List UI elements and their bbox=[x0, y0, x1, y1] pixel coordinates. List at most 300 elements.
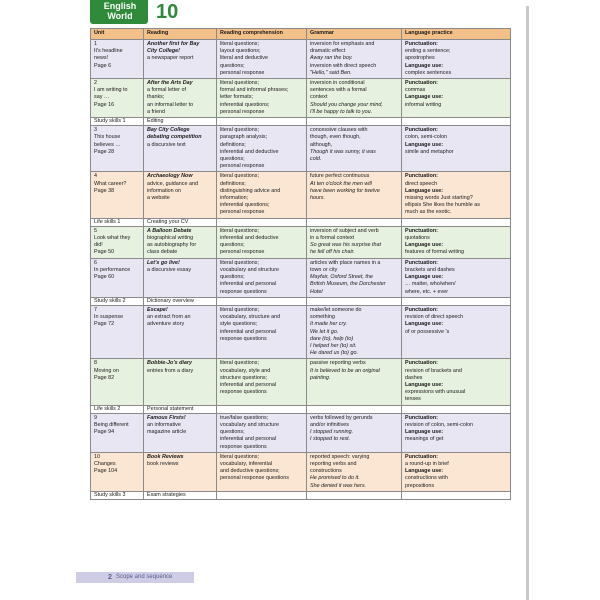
cell-line: a newspaper report bbox=[147, 55, 194, 62]
cell-line: Language use: bbox=[405, 381, 444, 388]
cell-line: verbs followed by gerunds bbox=[310, 414, 373, 421]
cell-language-practice bbox=[402, 359, 511, 405]
cell-reading bbox=[144, 218, 217, 226]
cell-line: literal questions; bbox=[220, 41, 259, 47]
cell-line: revision of brackets and bbox=[405, 367, 462, 374]
cell-line: Another first for Bay bbox=[147, 41, 200, 47]
cell-line: Language use: bbox=[405, 94, 444, 101]
cell-line: response questions bbox=[220, 443, 267, 450]
cell-line: Dictionary overview bbox=[147, 297, 194, 304]
cell-line: Famous Firsts! bbox=[147, 414, 186, 421]
cell-line: letter formats; bbox=[220, 94, 253, 101]
cell-reading-comprehension bbox=[217, 413, 307, 452]
cell-reading bbox=[144, 126, 217, 172]
cell-line: magazine article bbox=[147, 429, 187, 436]
cell-reading-comprehension bbox=[217, 118, 307, 126]
footer-page-number: 2 bbox=[108, 574, 112, 581]
table-row bbox=[91, 413, 511, 452]
column-header-unit: Unit bbox=[91, 29, 144, 40]
cell-language-practice bbox=[402, 172, 511, 218]
cell-line: and deductive questions; bbox=[220, 468, 280, 475]
cell-line: literal questions; bbox=[220, 80, 259, 87]
cell-line: inferential questions; bbox=[220, 202, 270, 209]
cell-line: formal and informal phrases; bbox=[220, 87, 289, 94]
cell-reading-comprehension bbox=[217, 258, 307, 297]
cell-line: I'll be happy to talk to you. bbox=[310, 108, 373, 115]
cell-line: Language use: bbox=[405, 141, 444, 148]
cell-line: inferential and personal bbox=[220, 436, 277, 443]
cell-line: vocabulary and structure bbox=[220, 421, 280, 428]
column-header-grammar: Grammar bbox=[307, 29, 402, 40]
cell-line: 9 bbox=[94, 414, 97, 421]
cell-line: where, etc. + ever bbox=[405, 288, 448, 295]
cell-line: questions; bbox=[220, 242, 245, 249]
cell-grammar bbox=[307, 172, 402, 218]
cell-reading bbox=[144, 452, 217, 491]
page bbox=[76, 0, 526, 600]
cell-line: believes … bbox=[94, 141, 121, 148]
cell-line: revision of colon, semi-colon bbox=[405, 421, 474, 428]
cell-line: cold. bbox=[310, 156, 322, 163]
cell-line: dramatic effect bbox=[310, 48, 346, 55]
cell-line: brackets and dashes bbox=[405, 266, 455, 273]
cell-line: Page 50 bbox=[94, 249, 115, 256]
cell-line: adventure story bbox=[147, 321, 185, 328]
cell-line: future perfect continuous bbox=[310, 173, 370, 180]
cell-line: It made her cry. bbox=[310, 321, 348, 328]
cell-line: definitions; bbox=[220, 141, 246, 148]
cell-reading-comprehension bbox=[217, 305, 307, 358]
cell-line: Punctuation: bbox=[405, 453, 438, 460]
cell-line: Creating your CV bbox=[147, 218, 189, 225]
cell-line: a website bbox=[147, 195, 170, 202]
column-header-reading-comprehension: Reading comprehension bbox=[217, 29, 307, 40]
cell-line: He dared us (to) go. bbox=[310, 350, 358, 357]
cell-line: Archaeology Now bbox=[147, 173, 193, 180]
cell-line: colon, semi-colon bbox=[405, 134, 447, 141]
cell-line: Page 60 bbox=[94, 274, 115, 281]
cell-line: meanings of get bbox=[405, 436, 444, 443]
cell-line: inferential and personal bbox=[220, 381, 277, 388]
cell-line: though, even though, bbox=[310, 134, 361, 141]
column-header-reading: Reading bbox=[144, 29, 217, 40]
cell-grammar bbox=[307, 405, 402, 413]
cell-grammar bbox=[307, 305, 402, 358]
cell-line: expressions with unusual bbox=[405, 389, 466, 396]
cell-line: In suspense bbox=[94, 314, 124, 321]
cell-language-practice bbox=[402, 297, 511, 305]
cell-reading-comprehension bbox=[217, 172, 307, 218]
cell-unit bbox=[91, 413, 144, 452]
table-row bbox=[91, 126, 511, 172]
cell-line: missing words Just starting? bbox=[405, 195, 473, 202]
cell-line: tenses bbox=[405, 396, 421, 403]
cell-line: advice, guidance and bbox=[147, 180, 198, 187]
cell-line: vocabulary, style and bbox=[220, 367, 271, 374]
cell-line: inversion in conditional bbox=[310, 80, 365, 87]
cell-line: an informative bbox=[147, 421, 181, 428]
cell-line: context bbox=[310, 94, 328, 101]
cell-line: layout questions; bbox=[220, 48, 261, 55]
cell-line: Page 28 bbox=[94, 148, 115, 155]
cell-reading bbox=[144, 118, 217, 126]
cell-line: 5 bbox=[94, 227, 97, 234]
cell-unit bbox=[91, 126, 144, 172]
cell-line: vocabulary, structure and bbox=[220, 314, 281, 321]
section-row bbox=[91, 297, 511, 305]
cell-line: Page 82 bbox=[94, 374, 115, 381]
cell-line: personal response bbox=[220, 249, 265, 256]
cell-line: Punctuation: bbox=[405, 306, 438, 313]
cell-line: Language use: bbox=[405, 274, 444, 281]
cell-line: have been working for twelve bbox=[310, 187, 380, 194]
footer-section-title: Scope and sequence bbox=[116, 574, 173, 580]
logo-text: English World bbox=[103, 1, 137, 21]
cell-line: debating competition bbox=[147, 134, 202, 141]
cell-language-practice bbox=[402, 226, 511, 258]
cell-unit bbox=[91, 218, 144, 226]
cell-line: Though it was sunny, it was bbox=[310, 148, 376, 155]
cell-line: inversion of subject and verb bbox=[310, 227, 379, 234]
cell-language-practice bbox=[402, 118, 511, 126]
cell-reading bbox=[144, 405, 217, 413]
cell-line: personal response questions bbox=[220, 475, 289, 482]
cell-line: Let's go live! bbox=[147, 259, 180, 266]
cell-language-practice bbox=[402, 305, 511, 358]
cell-line: This house bbox=[94, 134, 121, 141]
cell-line: 10 bbox=[94, 453, 100, 460]
cell-line: Language use: bbox=[405, 468, 444, 475]
cell-reading-comprehension bbox=[217, 218, 307, 226]
cell-unit bbox=[91, 359, 144, 405]
cell-line: hours. bbox=[310, 195, 325, 202]
cell-line: literal questions; bbox=[220, 306, 259, 313]
cell-line: informal writing bbox=[405, 101, 442, 108]
cell-grammar bbox=[307, 218, 402, 226]
cell-line: Page 16 bbox=[94, 101, 115, 108]
cell-line: biographical writing bbox=[147, 235, 194, 242]
cell-reading bbox=[144, 305, 217, 358]
cell-line: Study skills 1 bbox=[94, 118, 126, 125]
cell-line: information; bbox=[220, 195, 249, 202]
cell-line: response questions bbox=[220, 389, 267, 396]
cell-line: questions; bbox=[220, 429, 245, 436]
cell-line: news! bbox=[94, 55, 109, 62]
english-world-logo bbox=[90, 0, 148, 24]
cell-reading-comprehension bbox=[217, 126, 307, 172]
cell-line: questions; bbox=[220, 62, 245, 69]
cell-line: Personal statement bbox=[147, 405, 194, 412]
cell-grammar bbox=[307, 40, 402, 79]
scope-and-sequence-table bbox=[90, 28, 511, 500]
cell-grammar bbox=[307, 297, 402, 305]
cell-line: Punctuation: bbox=[405, 360, 438, 367]
table-header-row bbox=[91, 29, 511, 40]
cell-line: class debate bbox=[147, 249, 178, 256]
cell-language-practice bbox=[402, 79, 511, 118]
cell-unit bbox=[91, 79, 144, 118]
level-number: 10 bbox=[156, 1, 179, 23]
cell-line: Language use: bbox=[405, 62, 444, 69]
cell-line: Page 72 bbox=[94, 321, 115, 328]
section-row bbox=[91, 218, 511, 226]
cell-line: She denied it was hers. bbox=[310, 482, 367, 489]
cell-line: A Balloon Debate bbox=[147, 227, 192, 234]
cell-reading-comprehension bbox=[217, 359, 307, 405]
cell-line: literal questions; bbox=[220, 259, 259, 266]
cell-line: constructions with bbox=[405, 475, 448, 482]
cell-unit bbox=[91, 405, 144, 413]
table-row bbox=[91, 359, 511, 405]
cell-grammar bbox=[307, 118, 402, 126]
cell-line: an extract from an bbox=[147, 314, 191, 321]
cell-line: questions; bbox=[220, 274, 245, 281]
section-row bbox=[91, 491, 511, 499]
cell-grammar bbox=[307, 452, 402, 491]
cell-line: in a formal context bbox=[310, 235, 355, 242]
cell-line: a discursive essay bbox=[147, 266, 192, 273]
table-body bbox=[91, 40, 511, 500]
cell-line: complex sentences bbox=[405, 69, 452, 76]
cell-language-practice bbox=[402, 452, 511, 491]
cell-reading-comprehension bbox=[217, 79, 307, 118]
table-row bbox=[91, 40, 511, 79]
cell-line: City College! bbox=[147, 48, 180, 55]
table-row bbox=[91, 226, 511, 258]
cell-line: an informal letter to bbox=[147, 101, 194, 108]
cell-line: paragraph analysis; bbox=[220, 134, 268, 141]
table-row bbox=[91, 258, 511, 297]
cell-unit bbox=[91, 40, 144, 79]
cell-line: Life skills 2 bbox=[94, 405, 121, 412]
cell-line: passive reporting verbs bbox=[310, 360, 366, 367]
cell-language-practice bbox=[402, 413, 511, 452]
cell-line: articles with place names in a bbox=[310, 259, 381, 266]
cell-line: 8 bbox=[94, 360, 97, 367]
cell-line: ellipsis She likes the humble as bbox=[405, 202, 480, 209]
cell-grammar bbox=[307, 226, 402, 258]
cell-line: Punctuation: bbox=[405, 414, 438, 421]
cell-line: although, bbox=[310, 141, 333, 148]
cell-language-practice bbox=[402, 40, 511, 79]
cell-line: literal questions; bbox=[220, 453, 259, 460]
cell-line: direct speech bbox=[405, 180, 438, 187]
cell-line: simile and metaphor bbox=[405, 148, 454, 155]
cell-line: true/false questions; bbox=[220, 414, 269, 421]
cell-line: Language use: bbox=[405, 187, 444, 194]
cell-line: Changes bbox=[94, 460, 116, 467]
cell-line: dashes bbox=[405, 374, 423, 381]
cell-line: literal questions; bbox=[220, 127, 259, 134]
cell-line: Hotel bbox=[310, 288, 323, 295]
cell-line: inferential and deductive bbox=[220, 148, 279, 155]
cell-line: I helped her (to) sit. bbox=[310, 342, 357, 349]
cell-line: So great was his surprise that bbox=[310, 242, 382, 249]
cell-line: Punctuation: bbox=[405, 41, 438, 47]
cell-line: a friend bbox=[147, 108, 165, 115]
cell-line: and/or infinitives bbox=[310, 421, 349, 428]
cell-unit bbox=[91, 172, 144, 218]
cell-line: 4 bbox=[94, 173, 97, 180]
cell-grammar bbox=[307, 258, 402, 297]
cell-line: concessive clauses with bbox=[310, 127, 368, 134]
cell-line: Page 104 bbox=[94, 468, 118, 475]
cell-line: distinguishing advice and bbox=[220, 187, 281, 194]
cell-unit bbox=[91, 297, 144, 305]
cell-line: did! bbox=[94, 242, 103, 249]
cell-language-practice bbox=[402, 405, 511, 413]
cell-reading-comprehension bbox=[217, 491, 307, 499]
cell-line: inversion for emphasis and bbox=[310, 41, 375, 47]
cell-language-practice bbox=[402, 491, 511, 499]
cell-line: inferential and personal bbox=[220, 281, 277, 288]
cell-line: Should you change your mind, bbox=[310, 101, 383, 108]
cell-line: Mayfair, Oxford Street, the bbox=[310, 274, 373, 281]
cell-line: Exam strategies bbox=[147, 491, 186, 498]
cell-line: 3 bbox=[94, 127, 97, 134]
cell-grammar bbox=[307, 79, 402, 118]
section-row bbox=[91, 405, 511, 413]
cell-line: inferential questions; bbox=[220, 101, 270, 108]
cell-line: Book Reviews bbox=[147, 453, 184, 460]
cell-line: personal response bbox=[220, 108, 265, 115]
cell-line: Language use: bbox=[405, 242, 444, 249]
table-row bbox=[91, 79, 511, 118]
cell-reading-comprehension bbox=[217, 405, 307, 413]
cell-unit bbox=[91, 226, 144, 258]
cell-reading bbox=[144, 413, 217, 452]
cell-line: he fell off his chair. bbox=[310, 249, 355, 256]
cell-line: Moving on bbox=[94, 367, 119, 374]
cell-line: dare (to), help (to) bbox=[310, 335, 354, 342]
table-row bbox=[91, 305, 511, 358]
cell-line: constructions bbox=[310, 468, 342, 475]
cell-line: inferential and personal bbox=[220, 328, 277, 335]
cell-line: quotations bbox=[405, 235, 430, 242]
cell-line: painting. bbox=[310, 374, 331, 381]
cell-unit bbox=[91, 305, 144, 358]
cell-reading bbox=[144, 258, 217, 297]
cell-line: literal and deductive bbox=[220, 55, 268, 62]
cell-line: definitions; bbox=[220, 180, 246, 187]
cell-line: literal questions; bbox=[220, 227, 259, 234]
cell-reading bbox=[144, 491, 217, 499]
section-row bbox=[91, 118, 511, 126]
cell-line: Page 6 bbox=[94, 62, 112, 69]
cell-line: Bay City College bbox=[147, 127, 190, 134]
cell-unit bbox=[91, 258, 144, 297]
cell-line: entries from a diary bbox=[147, 367, 194, 374]
cell-language-practice bbox=[402, 218, 511, 226]
cell-line: Bobbie-Jo's diary bbox=[147, 360, 193, 367]
cell-line: After the Arts Day bbox=[147, 80, 193, 87]
cell-line: say … bbox=[94, 94, 110, 101]
cell-line: much as the exotic. bbox=[405, 209, 452, 216]
cell-line: response questions bbox=[220, 335, 267, 342]
cell-line: reporting verbs and bbox=[310, 460, 357, 467]
cell-line: literal questions; bbox=[220, 173, 259, 180]
cell-line: "Hello," said Ben. bbox=[310, 69, 352, 76]
cell-line: prepositions bbox=[405, 482, 435, 489]
column-header-language-practice: Language practice bbox=[402, 29, 511, 40]
cell-line: questions; bbox=[220, 156, 245, 163]
cell-line: as autobiography for bbox=[147, 242, 197, 249]
cell-line: apostrophes bbox=[405, 55, 435, 62]
cell-line: Language use: bbox=[405, 321, 444, 328]
cell-line: Page 94 bbox=[94, 429, 115, 436]
cell-line: Page 38 bbox=[94, 187, 115, 194]
cell-line: It's headline bbox=[94, 48, 123, 55]
cell-reading bbox=[144, 297, 217, 305]
cell-line: I stopped to rest. bbox=[310, 436, 351, 443]
cell-language-practice bbox=[402, 258, 511, 297]
cell-line: vocabulary and structure bbox=[220, 266, 280, 273]
cell-line: British Museum, the Dorchester bbox=[310, 281, 386, 288]
cell-line: Look what they bbox=[94, 235, 131, 242]
table-row bbox=[91, 172, 511, 218]
cell-line: It is believed to be an original bbox=[310, 367, 380, 374]
table-row bbox=[91, 452, 511, 491]
cell-line: revision of direct speech bbox=[405, 314, 464, 321]
cell-grammar bbox=[307, 413, 402, 452]
cell-line: Escape! bbox=[147, 306, 168, 313]
cell-reading bbox=[144, 40, 217, 79]
cell-line: personal response bbox=[220, 163, 265, 170]
cell-line: He promised to do it. bbox=[310, 475, 360, 482]
cell-line: Life skills 1 bbox=[94, 218, 121, 225]
cell-line: sentences with a formal bbox=[310, 87, 367, 94]
cell-line: response questions bbox=[220, 288, 267, 295]
cell-unit bbox=[91, 491, 144, 499]
cell-line: We let it go. bbox=[310, 328, 339, 335]
cell-reading bbox=[144, 359, 217, 405]
cell-reading bbox=[144, 172, 217, 218]
cell-line: Punctuation: bbox=[405, 127, 438, 134]
cell-line: a formal letter of bbox=[147, 87, 186, 94]
cell-line: Punctuation: bbox=[405, 80, 438, 87]
cell-reading bbox=[144, 79, 217, 118]
cell-line: personal response bbox=[220, 69, 265, 76]
cell-unit bbox=[91, 118, 144, 126]
cell-line: 7 bbox=[94, 306, 97, 313]
cell-line: I am writing to bbox=[94, 87, 128, 94]
cell-line: 2 bbox=[94, 80, 97, 87]
cell-line: vocabulary, inferential bbox=[220, 460, 273, 467]
cell-line: features of formal writing bbox=[405, 249, 465, 256]
cell-reading-comprehension bbox=[217, 452, 307, 491]
cell-reading-comprehension bbox=[217, 297, 307, 305]
cell-line: 1 bbox=[94, 41, 97, 47]
cell-line: Study skills 3 bbox=[94, 491, 126, 498]
cell-line: a discursive text bbox=[147, 141, 186, 148]
cell-line: … matter, who/when/ bbox=[405, 281, 456, 288]
cell-line: something bbox=[310, 314, 335, 321]
cell-line: inferential and deductive bbox=[220, 235, 279, 242]
cell-line: make/let someone do bbox=[310, 306, 362, 313]
cell-line: commas bbox=[405, 87, 426, 94]
cell-reading-comprehension bbox=[217, 226, 307, 258]
cell-grammar bbox=[307, 359, 402, 405]
cell-line: Language use: bbox=[405, 429, 444, 436]
cell-reading bbox=[144, 226, 217, 258]
cell-line: Being different bbox=[94, 421, 129, 428]
cell-line: Study skills 2 bbox=[94, 297, 126, 304]
cell-line: Punctuation: bbox=[405, 259, 438, 266]
cell-line: I stopped running. bbox=[310, 429, 354, 436]
cell-line: At ten o'clock the men will bbox=[310, 180, 372, 187]
cell-reading-comprehension bbox=[217, 40, 307, 79]
cell-line: personal response bbox=[220, 209, 265, 216]
